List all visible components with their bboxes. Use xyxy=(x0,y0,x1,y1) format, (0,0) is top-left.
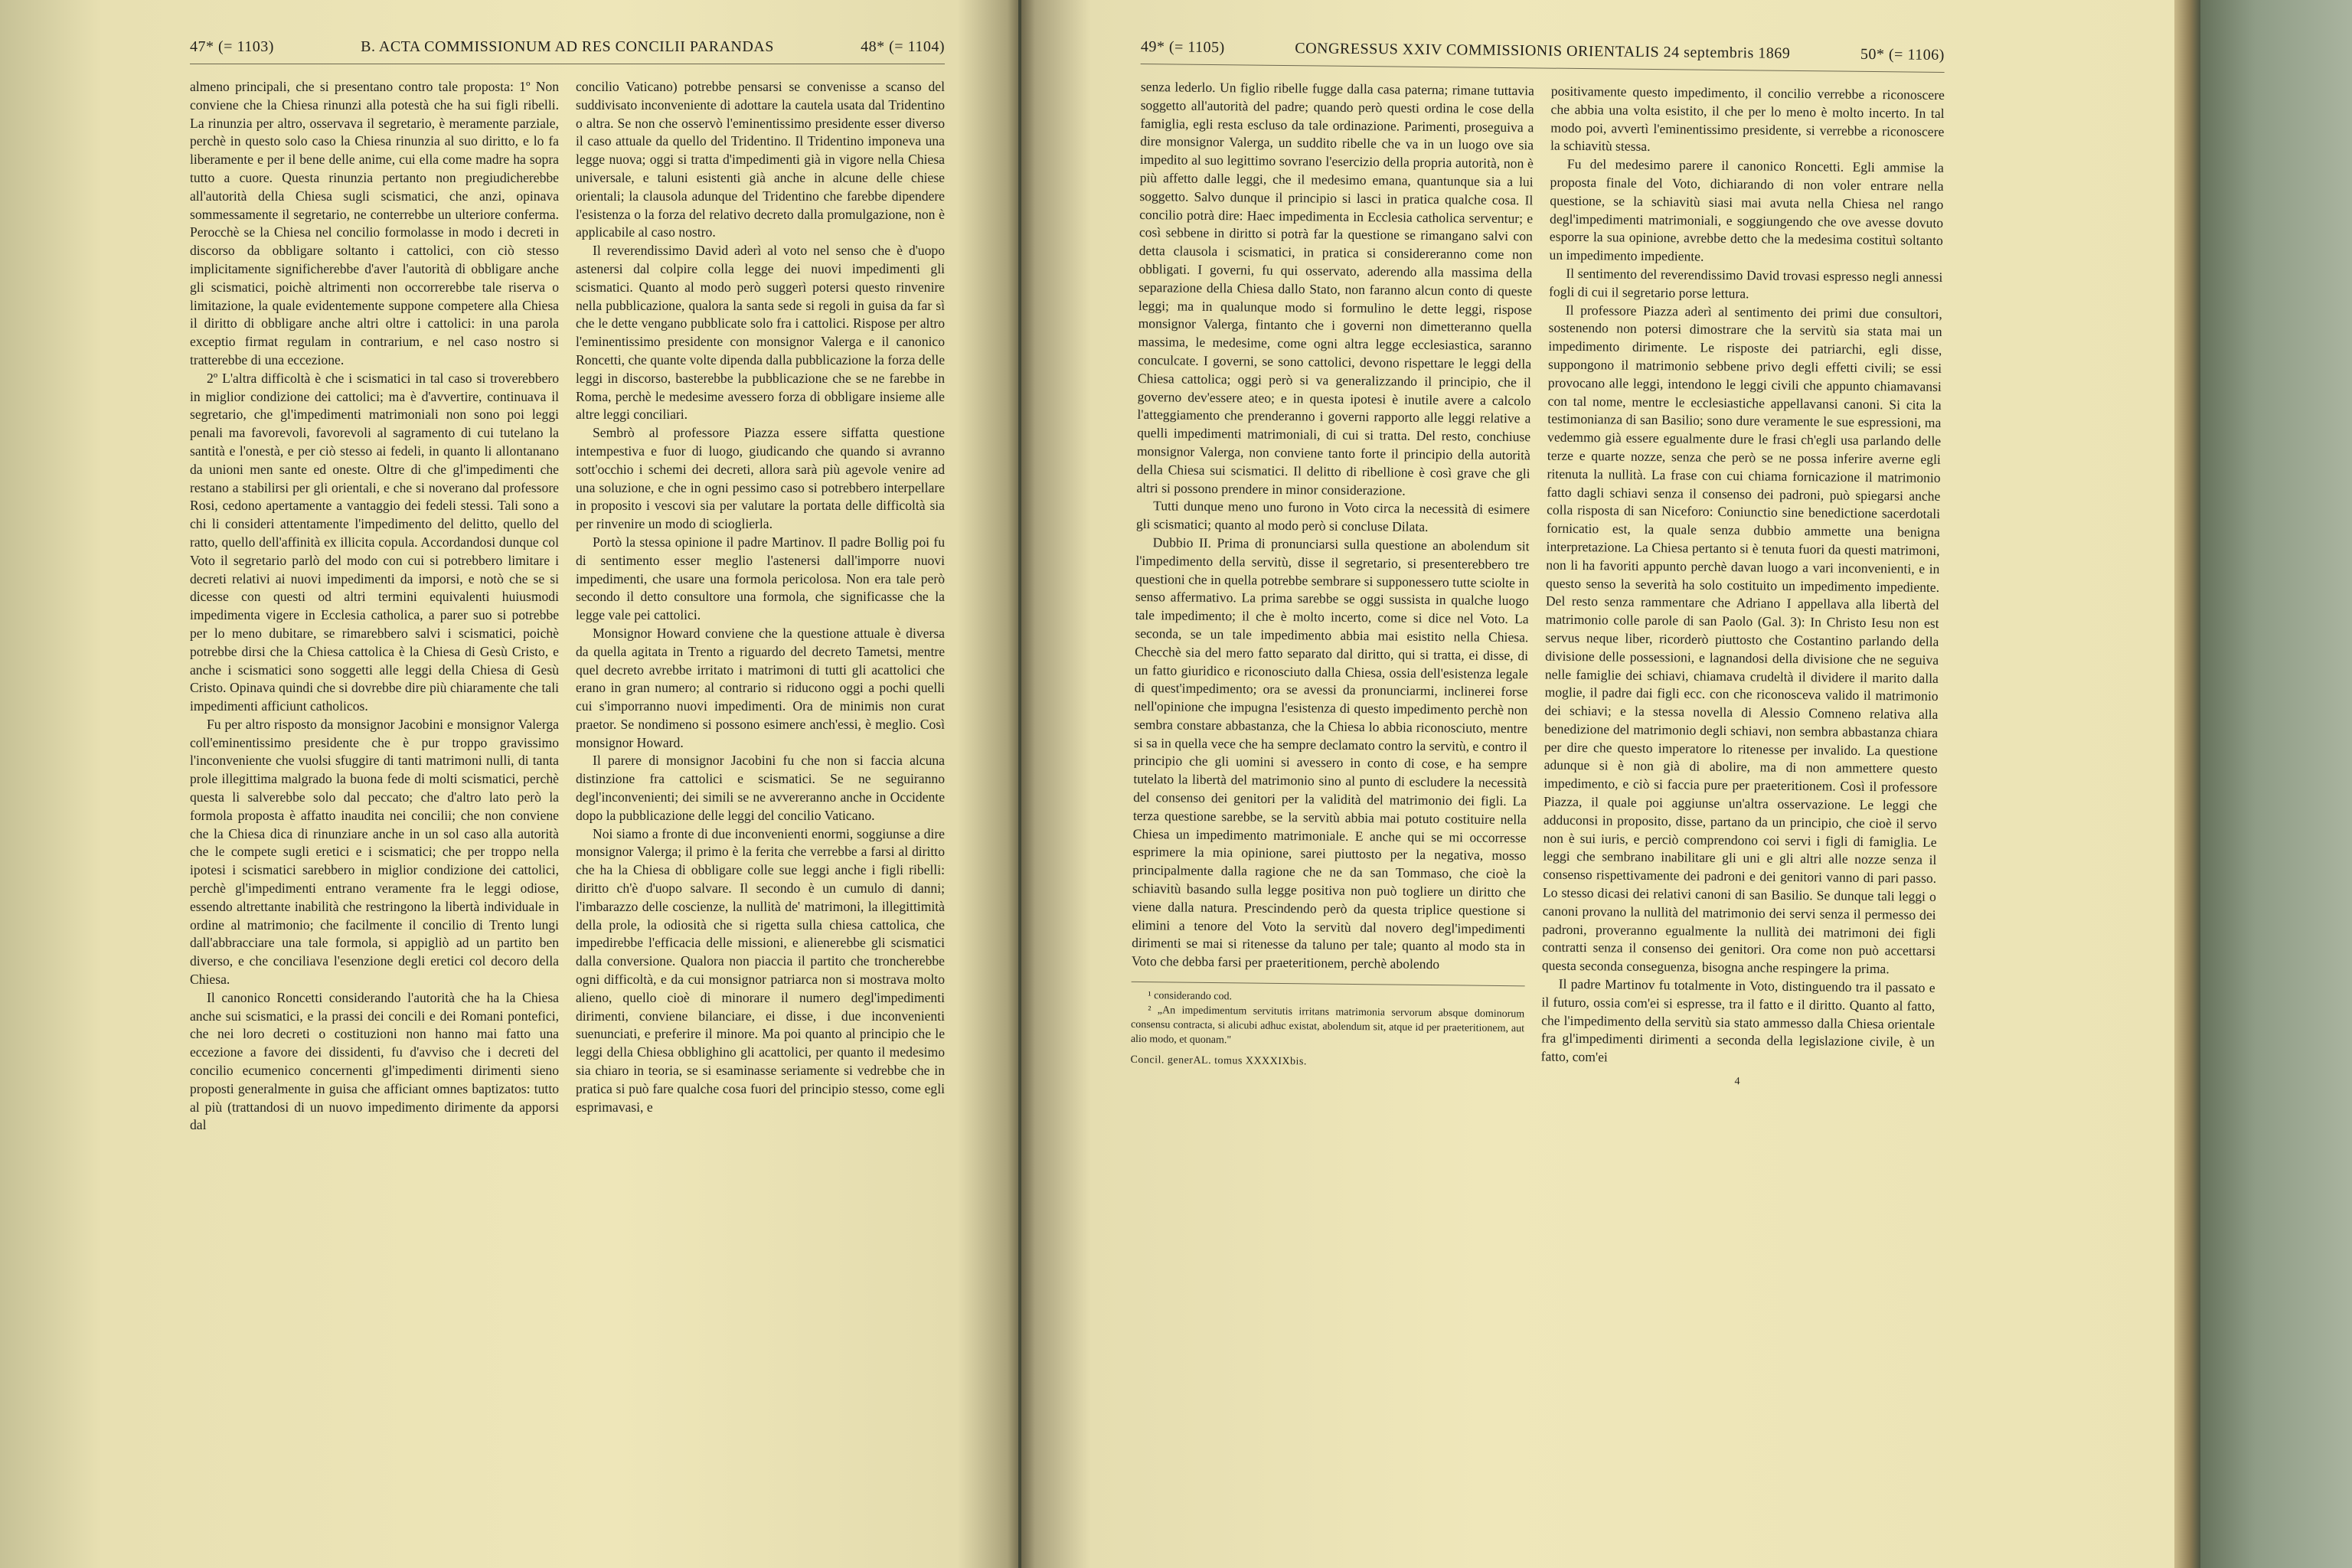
footnote: ¹ considerando cod. xyxy=(1148,990,1233,1003)
gathering-mark xyxy=(1540,1071,1934,1093)
page-number-right: 48* (= 1104) xyxy=(861,38,945,55)
text-columns xyxy=(1130,78,1945,1093)
paragraph: almeno principali, che si presentano contro tale proposta: 1º Non conviene che la Chiesa rinunzi alla potestà che ha sui figli ribelli. La rinunzia per altro, osservava il segretario, è meramente parziale, perchè in questo solo caso la Chiesa rinunzia al suo diritto, e lo fa liberamente e per il bene delle anime, cui ella come madre ha sopra tutto a cuore. Questa rinunzia pertanto non pregiudicherebbe all'autorità della Chiesa sugli scismatici, che anzi, opinava sommessamente il segretario, ne conterrebbe un ulteriore conferma. Perocchè se la Chiesa nel concilio formolasse in modo i decreti in discorso da obbligare soltanto i cattolici, con ciò stesso implicitamente significherebbe d'aver l'autorità di obbligare anche gli scismatici, poichè altrimenti non occorrerebbe tale riserva o limitazione, la quale evidentemente suppone competere alla Chiesa il diritto di obbligare anche altri oltre i cattolici: in una parola exceptio firmat regulam in contrarium, e nel caso nostro si tratterebbe di una eccezione. xyxy=(190,79,559,368)
column-c xyxy=(1130,78,1534,1089)
paragraph: Monsignor Howard conviene che la questione attuale è diversa da quella agitata in Trento a riguardo del decreto Tametsi, mentre quel decreto avrebbe irritato i matrimoni di tutti gli acattolici che erano in gran numero; al contrario si riducono oggi a pochi quelli cui s'imporranno nuovi impedimenti. Ora de minimis non curat praetor. Se nondimeno si possono esimere anch'essi, è meglio. Così monsignor Howard. xyxy=(576,625,945,750)
text-columns xyxy=(190,78,945,1135)
paragraph: senza lederlo. Un figlio ribelle fugge dalla casa paterna; rimane tuttavia soggetto all'autorità del padre; quando però questi ordina le cose della famiglia, egli resta escluso da tale ordinazione. Parimenti, proseguiva a dire monsignor Valerga, un suddito ribelle che va in un luogo ove sia impedito al suo legittimo sovrano l'esercizio della propria autorità, non è più affetto dalle leggi, che il medesimo emana, quantunque sia a lui soggetto. Salvo dunque il principio si lasci in pratica qualche cosa. Il concilio potrà dire: Haec impedimenta in Ecclesia catholica serventur; e così sebbene in diritto si potrà far la questione se rimangano salvi con detta clausola i scismatici, in pratica si considereranno come non obbligati. I governi, fu qui osservato, aderendo alla massima della separazione della Chiesa dallo Stato, non faranno alcun conto di queste leggi; ma in qualunque modo si formulino le dette leggi, rispose monsignor Valerga, fintanto che i governi non dimetteranno quella massima, le medesime, come ogni altra legge ecclesiastica, saranno conculcate. I governi, se sono cattolici, devono rispettare le leggi della Chiesa cattolica; oggi però si va generalizzando il principio, che il governo dev'essere ateo; e in questa ipotesi è inutile avere a calcolo l'atteggiamento che prenderanno i governi rapporto alle leggi relative a quelli impedimenti matrimoniali, di cui si tratta. Del resto, conchiuse monsignor Valerga, non conviene tanto forte il principio della autorità della Chiesa sui scismatici. Il delitto di ribellione è così grave che gli altri si possono prendere in minor considerazione. xyxy=(1136,78,1534,498)
paragraph: Il padre Martinov fu totalmente in Voto, distinguendo tra il passato e il futuro, ossia com'ei si espresse, tra il fatto e il diritto. Quanto al fatto, che l'impedimento della servitù sia stato ammesso dalla Chiesa orientale fra gl'impedimenti dirimenti a seconda della legislazione civile, è un fatto, com'ei xyxy=(1540,975,1936,1065)
running-title: B. ACTA COMMISSIONUM AD RES CONCILII PARANDAS xyxy=(361,38,774,55)
footnotes xyxy=(1131,982,1525,1050)
book-fore-edge xyxy=(2174,0,2200,1568)
column-a xyxy=(190,78,559,1135)
paragraph: Fu del medesimo parere il canonico Roncetti. Egli ammise la proposta finale del Voto, dichiarando di non voler entrare nella questione, se la schiavitù siasi mai avuta nella Chiesa nel rango degl'impedimenti matrimoniali, e soggiungendo che ove avesse dovuto esporre la sua opinione, avrebbe detto che la medesima costituì soltanto un impedimento impediente. xyxy=(1549,156,1944,264)
page-number-left: 47* (= 1103) xyxy=(190,38,274,55)
paragraph: Portò la stessa opinione il padre Martinov. Il padre Bollig poi fu di sentimento esser meglio l'astenersi dall'imporre nuovi impedimenti, che usare una formola pericolosa. Non era tale però secondo il detto consultore una formola, che significasse che la legge vale pei cattolici. xyxy=(576,534,945,623)
paragraph: Tutti dunque meno uno furono in Voto circa la necessità di esimere gli scismatici; quanto al modo però si concluse Dilata. xyxy=(1135,498,1530,535)
paragraph: Il canonico Roncetti considerando l'autorità che ha la Chiesa anche sui scismatici, e la prassi dei concili e dei Romani pontefici, che nei loro decreti o costituzioni non hanno mai fatto una eccezione a favore dei dissidenti, fu d'avviso che i decreti del concilio ecumenico concernenti gl'impedimenti dirimenti sieno proposti generalmente in guisa che afficiant omnes baptizatos: tutto al più (trattandosi di un nuovo impedimento dirimente da apporsi dal xyxy=(190,989,559,1133)
paragraph: Fu per altro risposto da monsignor Jacobini e monsignor Valerga coll'eminentissimo presidente che è pur troppo gravissimo l'inconveniente che vuolsi sfuggire di tanti matrimoni nulli, di tanta prole illegittima malgrado la buona fede di molti scismatici, perchè questa li salverebbe solo dal peccato; che d'altro lato però la formola proposta è affatto inaudita nei concilii; che non conviene che la Chiesa dica di rinunziare anche in un sol caso alla autorità che le compete sugli eretici e i scismatici; che per troppo nella ipotesi i scismatici sarebbero in miglior condizione dei cattolici, perchè gl'impedimenti entrano veramente fra le leggi odiose, essendo altrettante inabilità che restringono la libertà individuale in ordine al matrimonio; che facilmente il concilio di Trento lungi dall'abbracciare una tale formola, si appigliò ad un partito ben diverso, e che conciliava l'esenzione degli eretici col decoro della Chiesa. xyxy=(190,716,559,988)
left-page xyxy=(0,0,1018,1568)
background-table xyxy=(2191,0,2352,1568)
printer-signature xyxy=(1130,1051,1524,1073)
paragraph: Noi siamo a fronte di due inconvenienti enormi, soggiunse a dire monsignor Valerga; il primo è la ferita che verrebbe a farsi al diritto che ha la Chiesa di obbligare colle sue leggi anche i figli ribelli: diritto ch'è d'uopo salvare. Il secondo è un cumulo di danni; l'imbarazzo delle coscienze, la nullità de' matrimoni, la illegittimità della prole, la odiosità che si rigetta sulla chiesa cattolica, che impedirebbe l'efficacia delle missioni, e alienerebbe gli scismatici dalla conversione. Qualora non piaccia il partito che troncherebbe ogni difficoltà, e da cui monsignor patriarca non si mostrava molto alieno, quello cioè di minorare il numero degl'impedimenti dirimenti, conviene bilanciare, ei disse, i due inconvenienti suenunciati, e preferire il minore. Ma poi quanto al principio che le leggi della Chiesa obblighino gli acattolici, per quanto il medesimo sia chiaro in teoria, se si esaminasse seriamente si vedrebbe che in pratica si può fare qualche cosa fuori del principio stesso, come egli esprimavasi, e xyxy=(576,825,945,1115)
page-number-left: 49* (= 1105) xyxy=(1140,38,1225,57)
book-gutter xyxy=(1008,0,1035,1568)
right-page xyxy=(1021,0,2174,1568)
gathering-number: 4 xyxy=(1734,1076,1741,1088)
footnote: ² „An impedimentum servitutis irritans matrimonia servorum absque dominorum consensu contracta, si alicubi adhuc existat, abolendum sit, atque id per praeteritionem, aut alio modo, et quonam." xyxy=(1130,1004,1525,1047)
paragraph: Il sentimento del reverendissimo David trovasi espresso negli annessi fogli di cui il segretario porse lettura. xyxy=(1549,265,1943,302)
running-title: CONGRESSUS XXIV COMMISSIONIS ORIENTALIS 24 septembris 1869 xyxy=(1295,40,1791,62)
paragraph: Il reverendissimo David aderì al voto nel senso che è d'uopo astenersi dal colpire colla legge dei nuovi impedimenti gli scismatici. Quanto al modo però suggerì potersi questo rinvenire nella pubblicazione, qualora la santa sede si regoli in guisa da far sì che le dette vengano pubblicate solo fra i cattolici. Rispose per altro l'eminentissimo presidente con monsignor Valerga e il canonico Roncetti, che quante volte dipenda dalla pubblicazione la forza delle leggi in discorso, basterebbe la pubblicazione che se ne farebbe in Roma, perchè le medesime avessero forza di obbligare insieme alle altre leggi conciliari. xyxy=(576,243,945,423)
paragraph: Il professore Piazza aderì al sentimento dei primi due consultori, sostenendo non potersi dimostrare che la servitù sia stata mai un impedimento dirimente. Le risposte dei patriarchi, egli disse, suppongono il matrimonio sebbene privo degli effetti civili; se essi provocano alle leggi, intendono le leggi civili che appunto chiamavansi con tal nome, mentre le ecclesiastiche appellavansi canoni. Si cita la testimonianza di san Basilio; sono dure veramente le sue espressioni, ma vedemmo già essere egualmente dure le frasi ch'egli usa parlando delle terze e quarte nozze, senza che però se ne possa inferire averne egli ritenuta la nullità. La frase con cui chiama fornicazione il matrimonio fatto dagli schiavi senza il consenso dei padroni, può spiegarsi anche colla risposta di san Niceforo: Coniunctio sine benedictione sacerdotali fornicatio est, la quale senza dubbio ammette una benigna interpretazione. La Chiesa pertanto si è tenuta fuori da questi matrimoni, non li ha favoriti appunto perchè davan luogo a vari inconvenienti, e in questo senso la severità ha solo costituito un impedimento impediente. Del resto senza rammentare che Adriano I appellava alla libertà del matrimonio colle parole di san Paolo (Gal. 3): In Christo Iesu non est servus neque liber, ricorderò piuttosto che Costantino parlando della divisione delle possessioni, e lagnandosi della divisione che ne seguiva nelle famiglie dei schiavi, chiamava crudeltà il dividere il marito dalla moglie, il padre dai figli ecc. con che riconosceva valido il matrimonio dei schiavi; e la stessa novella di Alessio Comneno relativa alla benedizione del matrimonio degli schiavi, non sembra abbastanza chiara per dire che questo imperatore lo ritenesse per invalido. La questione adunque si è non già di abolire, ma di non ammettere questo impedimento, e ciò si faccia pure per praeteritionem. Così il professore Piazza, il quale poi aggiunse un'altra osservazione. Le leggi che adduconsi in proposito, disse, partano da un principio, che cioè il servo non è sui iuris, e perciò comprendono coi servi i figli di famiglia. Le leggi che sembrano inabilitare gli uni e gli altri alle nozze senza il consenso rispettivamente dei padroni e dei genitori vanno di pari passo. Lo stesso dicasi dei relativi canoni di san Basilio. Se dunque tali leggi o canoni provano la nullità del matrimonio dei servi senza il permesso dei padroni, proveranno egualmente la nullità dei matrimoni dei figli contratti senza il consenso dei genitori. Ora come non può accettarsi questa seconda conseguenza, bisogna anche respingere la prima. xyxy=(1541,302,1942,977)
paragraph: 2º L'altra difficoltà è che i scismatici in tal caso si troverebbero in miglior condizione dei cattolici; ma è d'avvertire, continuava il segretario, che gl'impedimenti matrimoniali non sono poi leggi penali ma favorevoli, favorevoli al sagramento di cui tutelano la santità e l'onestà, e per ciò stesso ai fedeli, in quanto li allontanano da unioni men sante ed oneste. Oltre di che gl'impedimenti che restano a stabilirsi per gli orientali, e che si noverano dal professore Rosi, cedono apertamente a vantaggio dei fedeli stessi. Tali sono a chi li consideri attentamente l'impedimento del delitto, quello del ratto, quello dell'affinità ex illicita copula. Accordandosi dunque col Voto il segretario parlò del modo con cui si potrebbero limitare i decreti relativi ai nuovi impedimenti da imporsi, e notò che se si dicesse con questi od altri termini equivalenti huiusmodi impedimenta vigere in Ecclesia catholica, a parer suo si potrebbe per lo meno dubitare, se rimarebbero salvi i scismatici, poichè potrebbe dirsi che la Chiesa cattolica è la Chiesa di Gesù Cristo, e anche i scismatici sono soggetti alle leggi della Chiesa di Gesù Cristo. Opinava quindi che si dovrebbe dire più chiaramente che tali impedimenti afficiunt catholicos. xyxy=(190,370,559,714)
paragraph: concilio Vaticano) potrebbe pensarsi se convenisse a scanso del suddivisato inconveniente di adottare la cautela usata dal Tridentino o altra. Se non che osservò l'eminentissimo presidente esser diverso il caso attuale da quello del Tridentino. Il Tridentino imponeva una legge nuova; oggi si tratta d'impedimenti già in vigore nella Chiesa universale, e taluni esistenti già anche in alcune delle chiese orientali; la clausola adunque del Tridentino che farebbe dipendere l'esistenza o la forza del relativo decreto dalla promulgazione, non è applicabile al caso nostro. xyxy=(576,79,945,240)
paragraph: positivamente questo impedimento, il concilio verrebbe a riconoscere che abbia una volta esistito, il che per lo meno è molto incerto. In tal modo poi, avvertì l'eminentissimo presidente, si verrebbe a riconoscere la schiavitù stessa. xyxy=(1550,83,1945,155)
paragraph: Sembrò al professore Piazza essere siffatta questione intempestiva e fuor di luogo, giudicando che quando si avranno sott'occhio i schemi dei decreti, allora sarà più agevole venire ad una soluzione, e che in ogni pessimo caso si potrebbero interpellare in proposito i vescovi sia per valutare la portata delle difficoltà sia per rinvenire un modo di scioglierla. xyxy=(576,425,945,532)
page-number-right: 50* (= 1106) xyxy=(1860,45,1945,64)
signature-label: Concil. generAL. tomus XXXXIXbis. xyxy=(1130,1054,1308,1068)
paragraph: Dubbio II. Prima di pronunciarsi sulla questione an abolendum sit l'impedimento della servitù, disse il segretario, si presenterebbero tre questioni che in quella potrebbe sembrare si supponessero tutte sciolte in senso affermativo. La prima sarebbe se oggi sussista in qualche luogo tale impedimento; il che è molto incerto, come si dice nel Voto. La seconda, se un tale impedimento abbia mai esistito nella Chiesa. Checchè sia del mero fatto separato dal diritto, qui si tratta, ei disse, di un fatto giuridico e riconosciuto dalla Chiesa, ossia dell'esistenza legale di quest'impedimento; ora se avessi da pronunciarmi, inclinerei forse nell'opinione che impugna l'esistenza di questo impedimento perchè non sembra constare abbastanza, che la Chiesa lo abbia riconosciuto, mentre si sa in quella vece che ha sempre declamato contro la servitù, e contro il principio che gli uomini si avessero in conto di cose, e ha sempre tutelato la libertà del matrimonio sino al punto di escludere la necessità del consenso dei genitori per la validità del matrimonio dei figli. La terza questione sarebbe, se la servitù abbia mai potuto costituire nella Chiesa un impedimento matrimoniale. E anche qui se mi occorresse esprimere la mia opinione, sarei piuttosto per la negativa, mosso principalmente dalla ragione che ne da san Tommaso, che cioè la schiavitù basando sulla legge positiva non può togliere un diritto che viene dalla natura. Prescindendo però da questa triplice questione si elimini a tenore del Voto la servitù dal novero degl'impedimenti dirimenti se mai si ritenesse da taluno per tale; quanto al modo sta in Voto che debba farsi per praeteritionem, perchè abolendo xyxy=(1131,534,1530,972)
column-b xyxy=(576,78,945,1135)
column-d xyxy=(1540,83,1945,1093)
paragraph: Il parere di monsignor Jacobini fu che non si faccia alcuna distinzione fra cattolici e scismatici. Se ne seguiranno degl'inconvenienti; dei simili se ne avvereranno anche in Occidente dopo la pubblicazione delle leggi del concilio Vaticano. xyxy=(576,753,945,823)
running-head-left xyxy=(190,38,945,64)
running-head-right xyxy=(1141,38,1945,73)
